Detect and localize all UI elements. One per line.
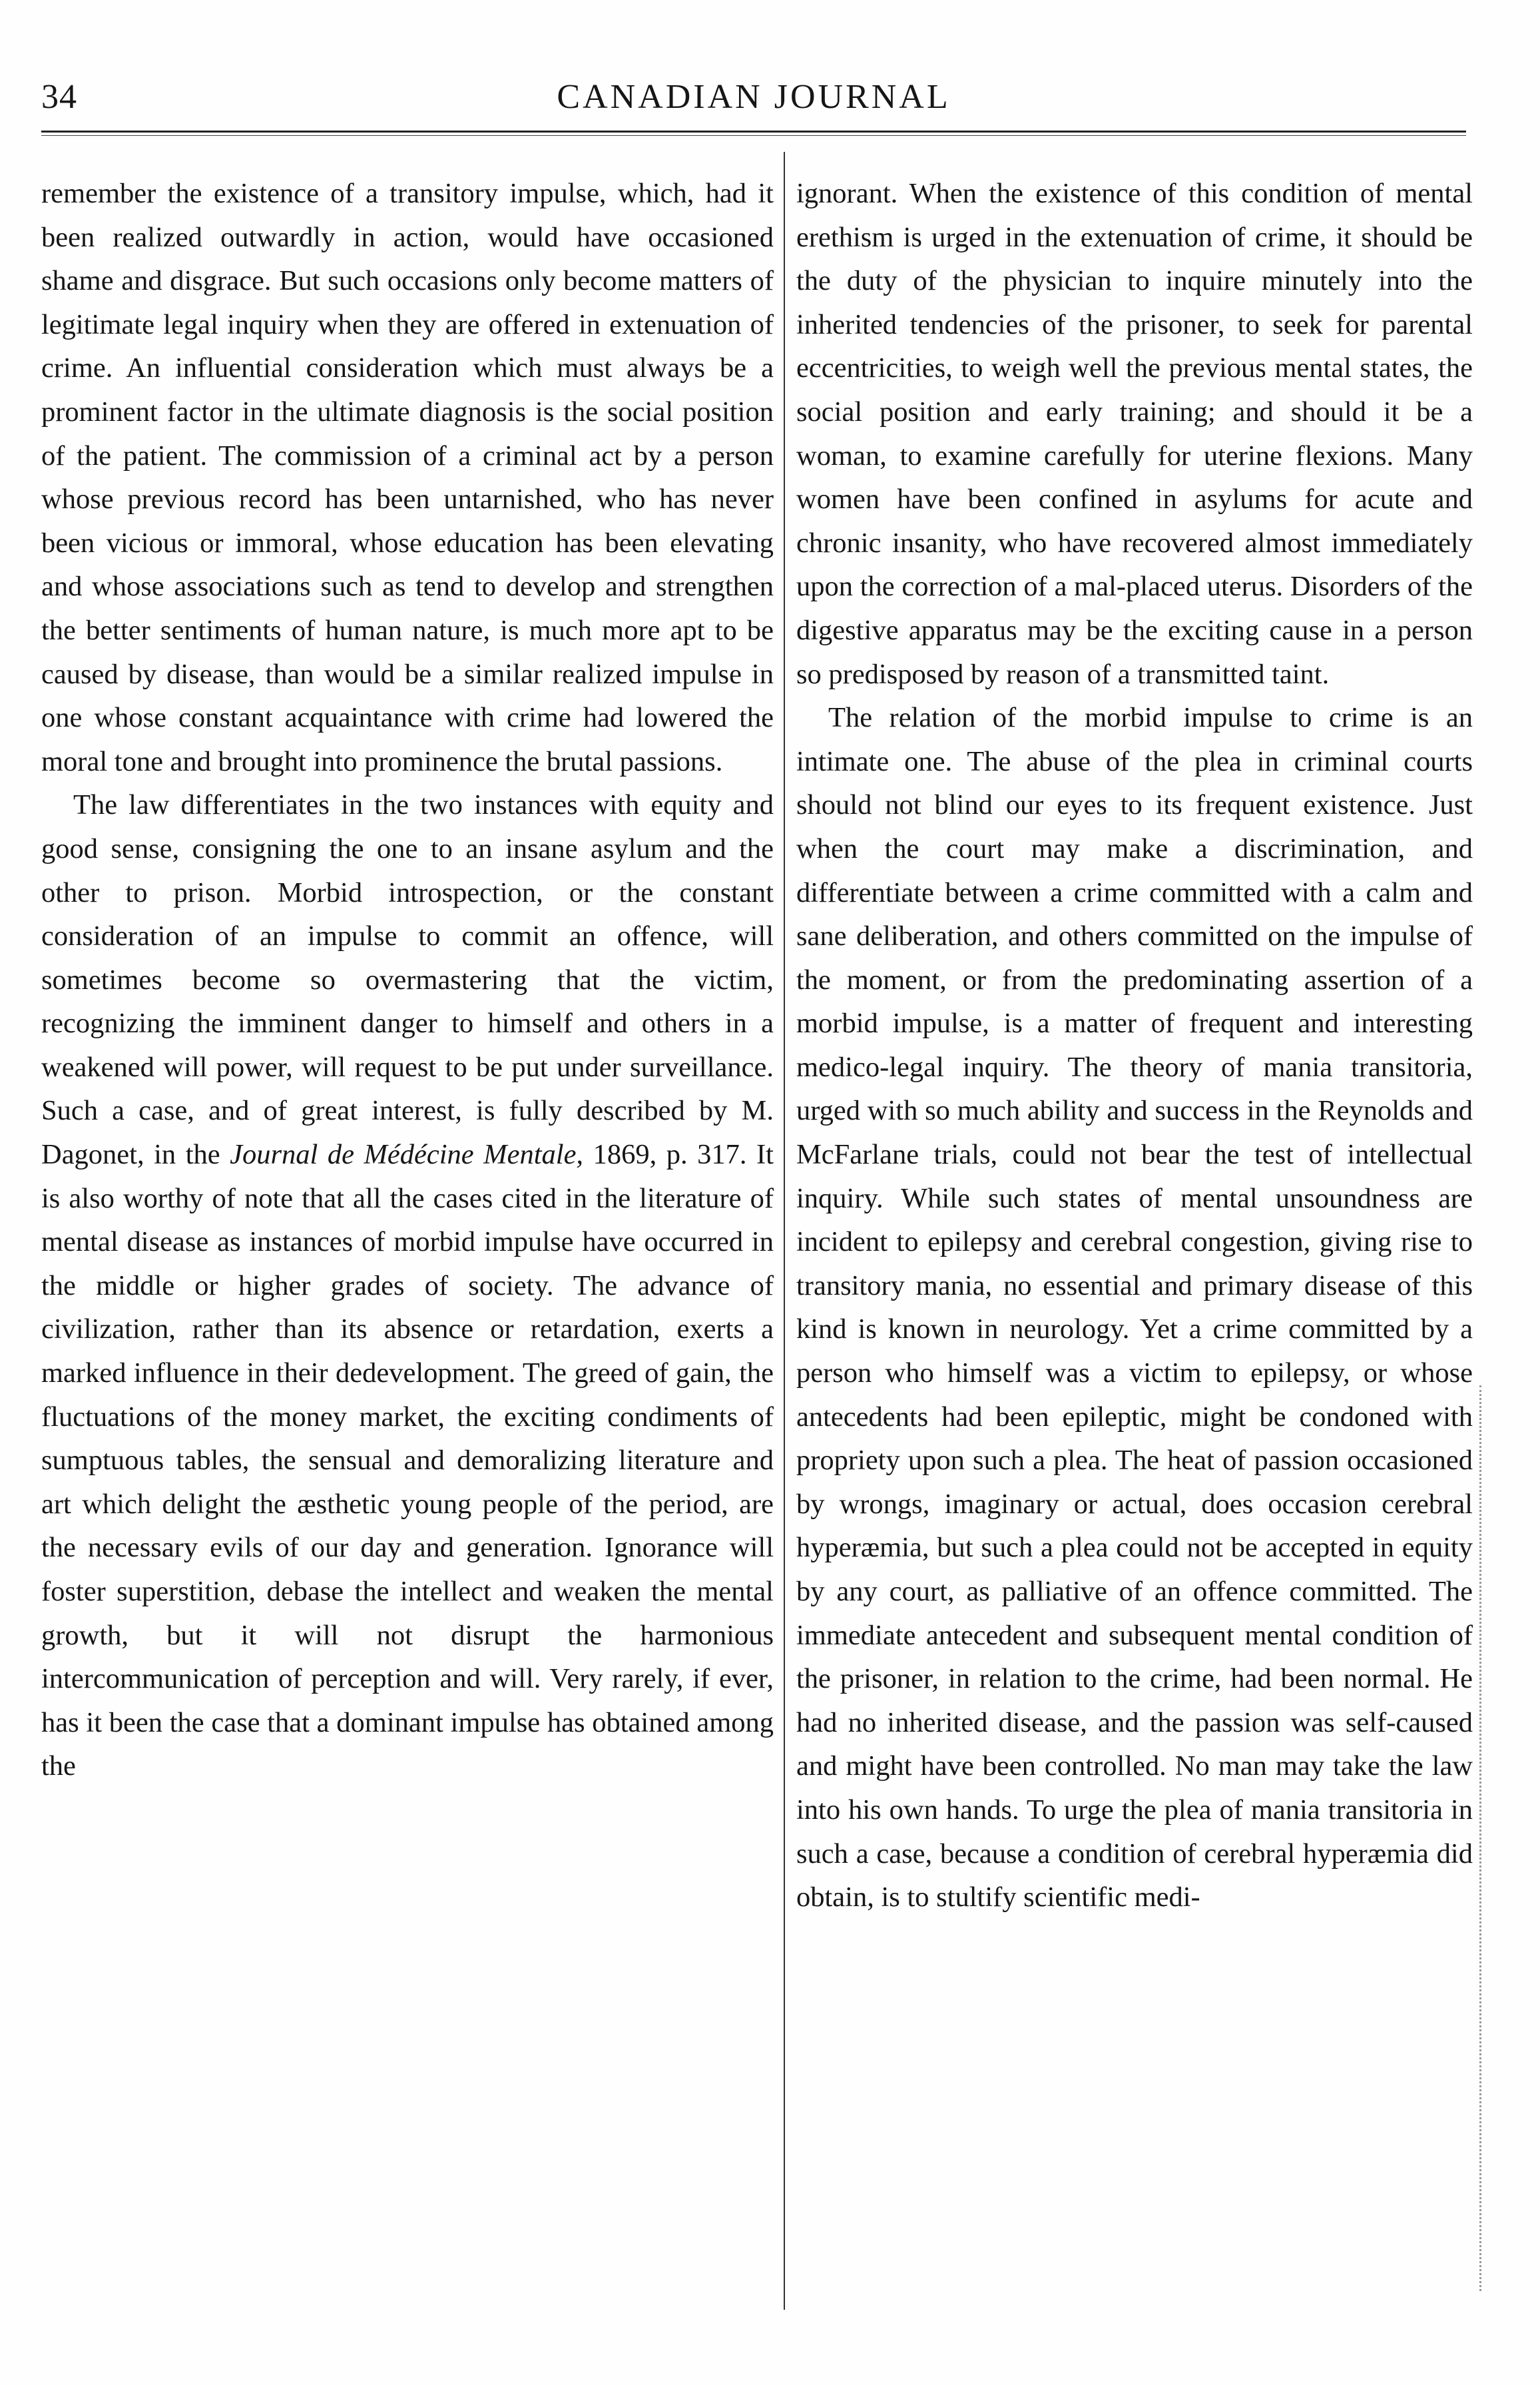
column-divider bbox=[784, 152, 785, 2310]
paragraph bbox=[41, 783, 774, 1788]
paragraph: The relation of the morbid impulse to crime is an intimate one. The abuse of the plea in criminal courts should not blind our eyes to its frequent existence. Just when the court may make a discrimination, and differentiate between a crime committed with a calm and sane deliberation, and others committed on the impulse of the moment, or from the predominating assertion of a morbid impulse, is a matter of frequent and interesting medico-legal inquiry. The theory of mania transitoria, urged with so much ability and success in the Reynolds and McFarlane trials, could not bear the test of intellectual inquiry. While such states of mental unsoundness are incident to epilepsy and cerebral congestion, giving rise to transitory mania, no essential and primary disease of this kind is known in neurology. Yet a crime committed by a person who himself was a victim to epilepsy, or whose antecedents had been epileptic, might be condoned with propriety upon such a plea. The heat of passion occasioned by wrongs, imaginary or actual, does occasion cerebral hyperæmia, but such a plea could not be accepted in equity by any court, as palliative of an offence committed. The immediate antecedent and subsequent mental condition of the prisoner, in relation to the crime, had been normal. He had no inherited disease, and the passion was self-caused and might have been controlled. No man may take the law into his own hands. To urge the plea of mania transitoria in such a case, because a condition of cerebral hyperæmia did obtain, is to stultify scientific medi- bbox=[796, 702, 1473, 1913]
paragraph-text: The law differentiates in the two instances with equity and good sense, consigning the one to an insane asylum and the other to prison. Morbid introspection, or the constant consideration of an impulse to commit an offence, will sometimes become so overmastering that the victim, recognizing the imminent danger to himself and others in a weakened will power, will request to be put under surveillance. Such a case, and of great interest, is fully described by M. Dagonet, in the bbox=[41, 789, 774, 1171]
page-edge-shadow bbox=[1479, 1385, 1481, 2291]
left-column bbox=[41, 172, 774, 1788]
running-head bbox=[41, 72, 1466, 125]
paragraph-text: 1869, p. 317. It is also worthy of note that all the cases cited in the literature of mental disease as instances of morbid impulse have occurred in the middle or higher grades of society. The advance of civilization, rather than its absence or retardation, exerts a marked influence in their dedevelopment. The greed of gain, the fluctuations of the money market, the exciting condiments of sumptuous tables, the sensual and demoralizing literature and art which delight the æsthetic young people of the period, are the necessary evils of our day and generation. Ignorance will foster superstition, debase the intellect and weaken the mental growth, but it will not disrupt the harmonious intercommunication of perception and will. Very rarely, if ever, has it been the case that a dominant impulse has obtained among the bbox=[41, 1139, 774, 1782]
paragraph-continued: remember the existence of a transitory impulse, which, had it been realized outwardly in action, would have occasioned shame and disgrace. But such occasions only become matters of legitimate legal inquiry when they are offered in extenuation of crime. An influential consideration which must always be a prominent factor in the ultimate diagnosis is the social position of the patient. The commission of a criminal act by a person whose previous record has been untarnished, who has never been vicious or immoral, whose education has been elevating and whose associations such as tend to develop and strengthen the better sentiments of human nature, is much more apt to be caused by disease, than would be a similar realized impulse in one whose constant acquaintance with crime had lowered the moral tone and brought into prominence the brutal passions. bbox=[41, 178, 774, 777]
header-rule-thin bbox=[41, 135, 1466, 136]
right-column bbox=[796, 172, 1473, 1919]
header-rule bbox=[41, 131, 1466, 133]
journal-citation: Journal de Médécine Mentale, bbox=[230, 1139, 584, 1171]
paragraph-continued: ignorant. When the existence of this condition of mental erethism is urged in the extenuation of crime, it should be the duty of the physician to inquire minutely into the inherited tendencies of the prisoner, to seek for parental eccentricities, to weigh well the previous mental states, the social position and early training; and should it be a woman, to examine carefully for uterine flexions. Many women have been confined in asylums for acute and chronic insanity, who have recovered almost immediately upon the correction of a mal-placed uterus. Disorders of the digestive apparatus may be the exciting cause in a person so predisposed by reason of a transmitted taint. bbox=[796, 178, 1473, 690]
journal-title: CANADIAN JOURNAL bbox=[557, 78, 951, 116]
page-number: 34 bbox=[41, 78, 77, 116]
